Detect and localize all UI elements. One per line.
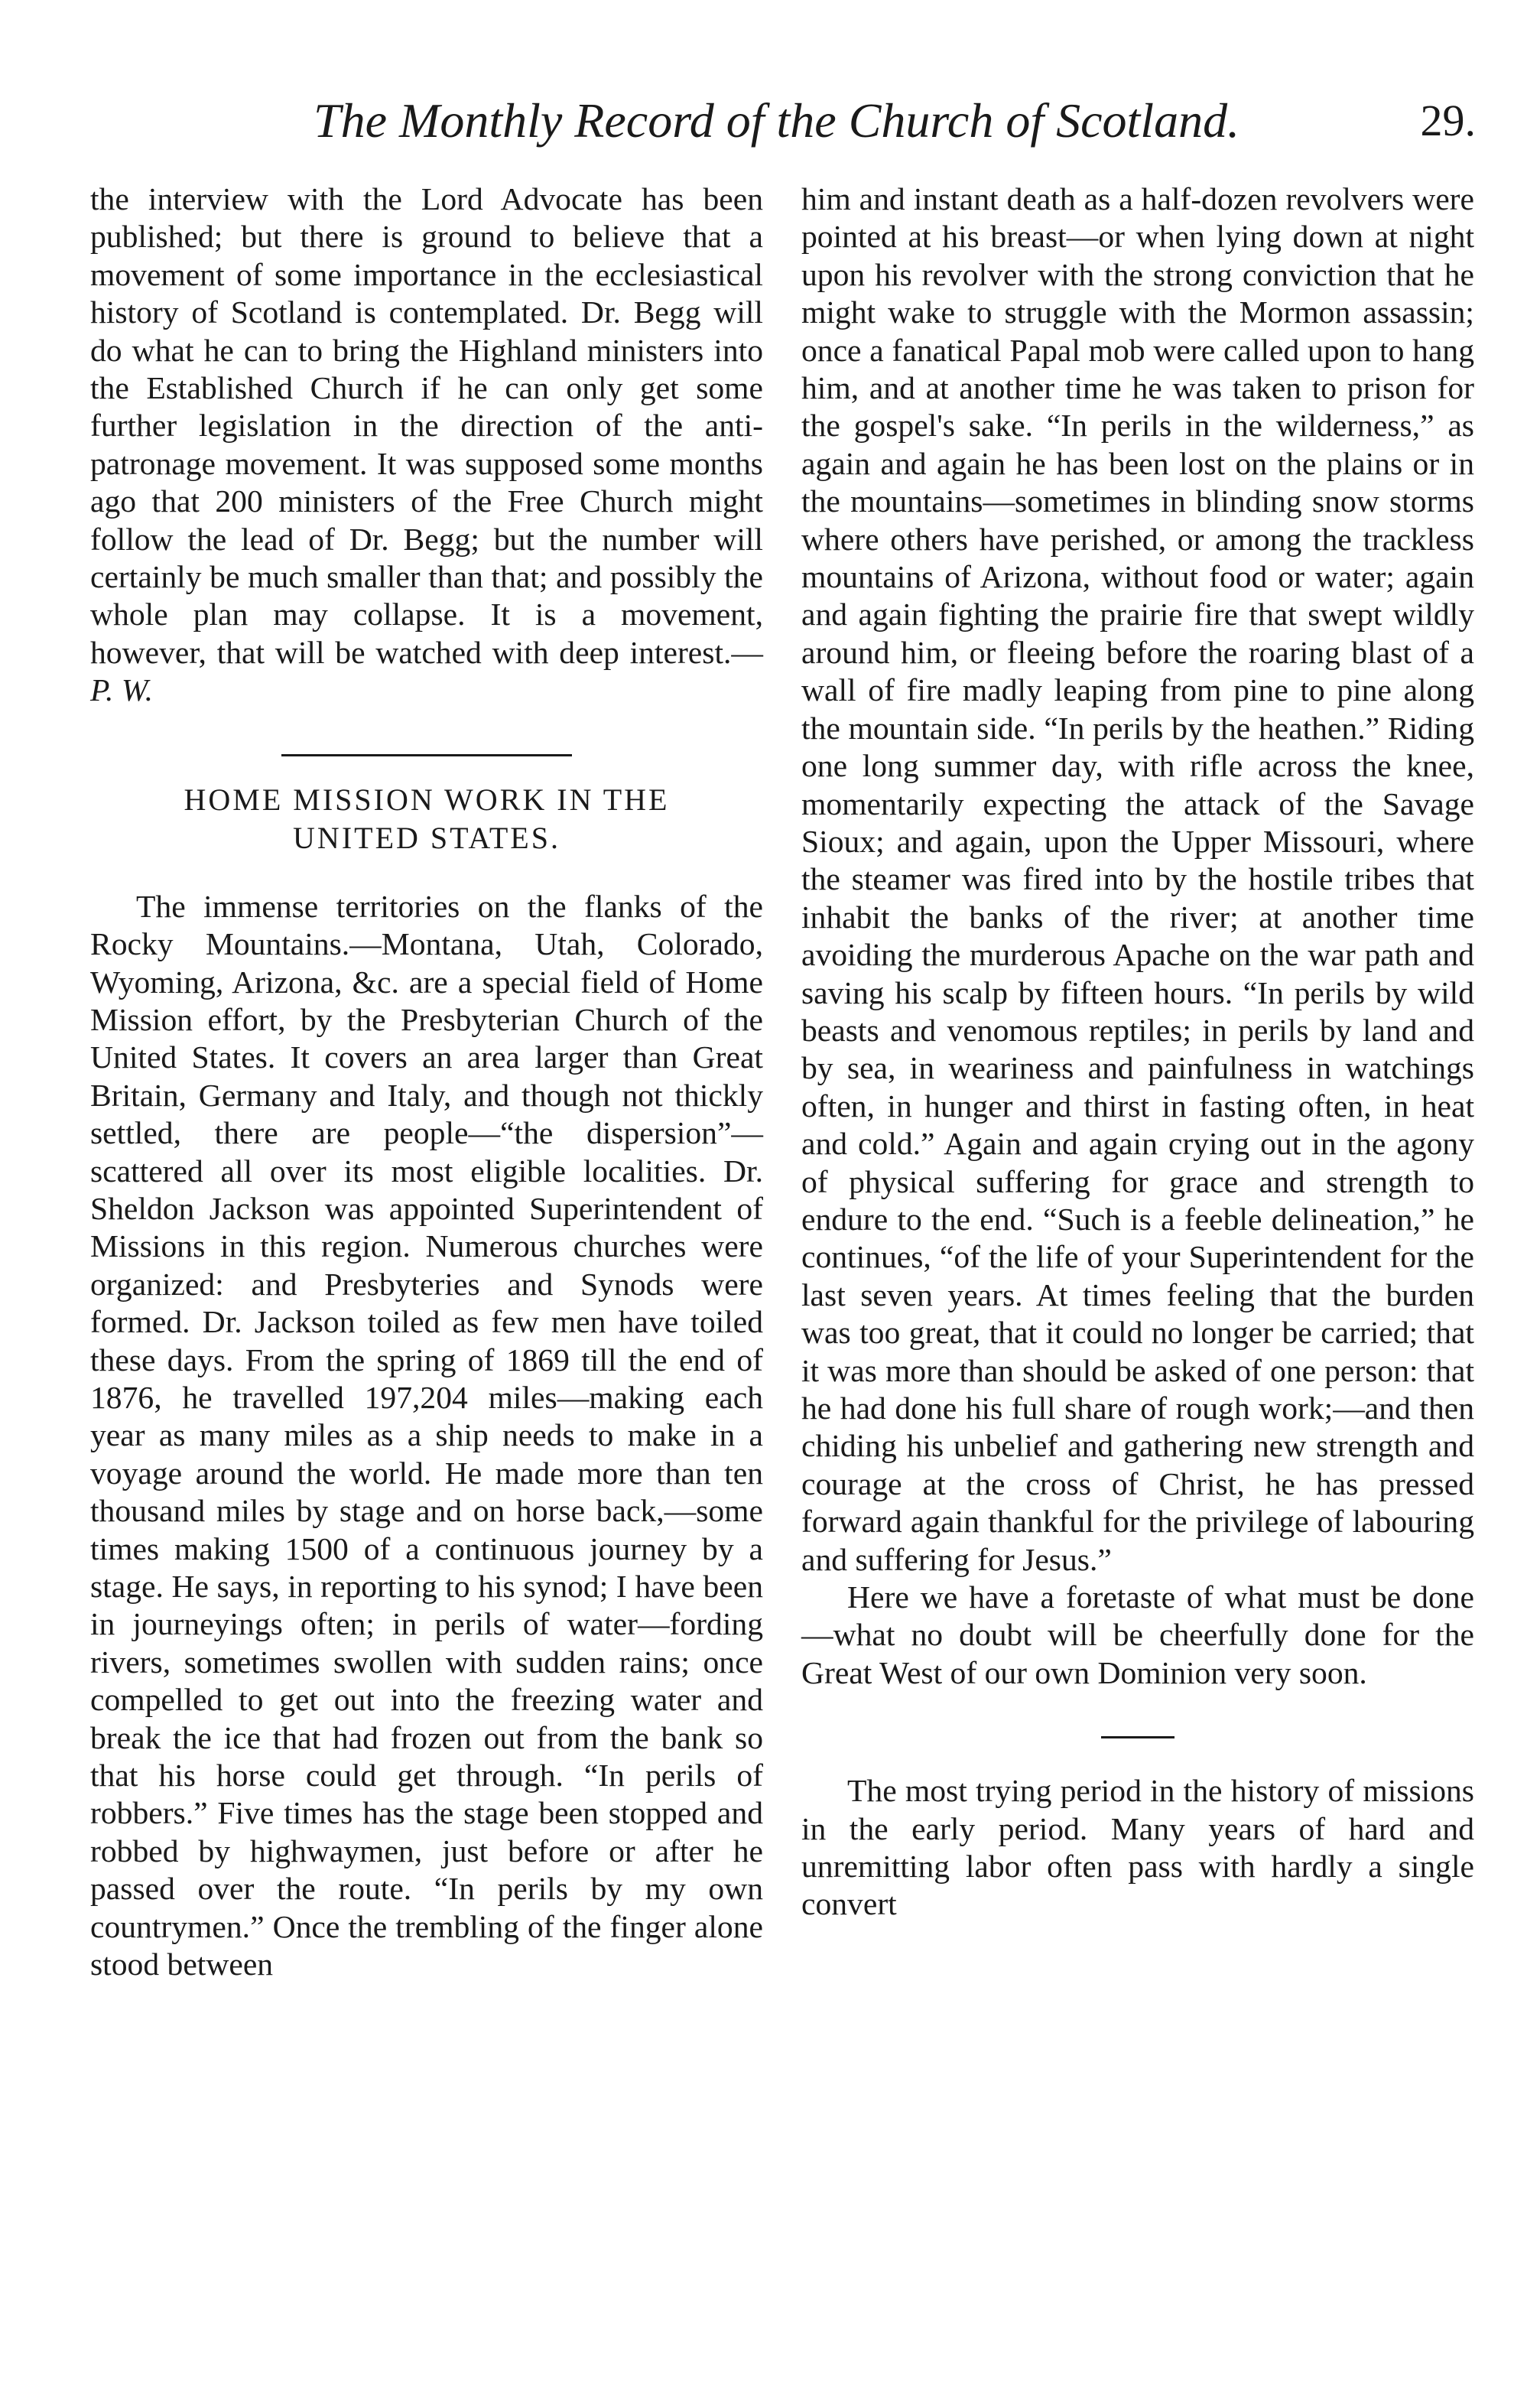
- intro-paragraph: [90, 181, 763, 710]
- right-column: [801, 181, 1474, 1924]
- continued-paragraph: him and instant death as a half-dozen revolvers were pointed at his breast—or when lying down at night upon his revolver with the strong conviction that he might wake to struggle with the Mormon assassin; once a fanatical Papal mob were called upon to hang him, and at another time he was taken to prison for the gospel's sake. “In perils in the wilderness,” as again and again he has been lost on the plains or in the mountains—sometimes in blinding snow storms where others have perished, or among the trackless mountains of Arizona, without food or water; again and again fighting the prairie fire that swept wildly around him, or fleeing before the roaring blast of a wall of fire madly leaping from pine to pine along the mountain side. “In perils by the heathen.” Riding one long summer day, with rifle across the knee, momentarily expecting the attack of the Savage Sioux; and again, upon the Upper Missouri, where the steamer was fired into by the hostile tribes that inhabit the banks of the river; at another time avoiding the murderous Apache on the war path and saving his scalp by fifteen hours. “In perils by wild beasts and venomous reptiles; in perils by land and by sea, in weariness and painfulness in watchings often, in hunger and thirst in fasting often, in heat and cold.” Again and again crying out in the agony of physical suffering for grace and strength to endure to the end. “Such is a feeble delineation,” he continues, “of the life of your Superintendent for the last seven years. At times feeling that the burden was too great, that it could no longer be carried; that it was more than should be asked of one person: that he had done his full share of rough work;—and then chiding his unbelief and gathering new strength and courage at the cross of Christ, he has pressed forward again thankful for the privilege of labouring and suffering for Jesus.”: [801, 181, 1474, 1577]
- foretaste-paragraph: Here we have a foretaste of what must be done—what no doubt will be cheerfully done for the Great West of our own Dominion very soon.: [801, 1579, 1474, 1690]
- journal-title: The Monthly Record of the Church of Scotland.: [314, 93, 1240, 148]
- section-heading-line-2: UNITED STATES.: [293, 820, 560, 855]
- section-divider: [281, 754, 572, 756]
- author-signature: P. W.: [90, 672, 154, 708]
- short-divider: [1101, 1736, 1174, 1738]
- closing-paragraph: The most trying period in the history of missions in the early period. Many years of hard and unremitting labor often pass with hardly a single convert: [801, 1773, 1474, 1922]
- page-number: 29.: [1420, 96, 1476, 145]
- section-heading: [90, 781, 763, 857]
- running-header: [84, 90, 1476, 151]
- section-heading-line-1: HOME MISSION WORK IN THE: [184, 782, 670, 817]
- left-column: [90, 181, 763, 1983]
- article-body-paragraph: The immense territories on the flanks of the Rocky Mountains.—Montana, Utah, Colorado, Wyoming, Arizona, &c. are a special field of Home Mission effort, by the Presbyterian Church of the United States. It covers an area larger than Great Britain, Germany and Italy, and though not thickly settled, there are people—“the dispersion”—scattered all over its most eligible localities. Dr. Sheldon Jackson was appointed Superintendent of Missions in this region. Numerous churches were organized: and Presbyteries and Synods were formed. Dr. Jackson toiled as few men have toiled these days. From the spring of 1869 till the end of 1876, he travelled 197,204 miles—making each year as many miles as a ship needs to make in a voyage around the world. He made more than ten thousand miles by stage and on horse back,—some times making 1500 of a continuous journey by a stage. He says, in reporting to his synod; I have been in journeyings often; in perils of water—fording rivers, sometimes swollen with sudden rains; once compelled to get out into the freezing water and break the ice that had frozen out from the bank so that his horse could get through. “In perils of robbers.” Five times has the stage been stopped and robbed by highwaymen, just before or after he passed over the route. “In perils by my own countrymen.” Once the trembling of the finger alone stood between: [90, 888, 763, 1982]
- intro-paragraph-text: the interview with the Lord Advocate has been published; but there is ground to believe that a movement of some importance in the ecclesiastical history of Scotland is contemplated. Dr. Begg will do what he can to bring the Highland ministers into the Established Church if he can only get some further legislation in the direction of the anti-patronage movement. It was supposed some months ago that 200 ministers of the Free Church might follow the lead of Dr. Begg; but the number will certainly be much smaller than that; and possibly the whole plan may collapse. It is a movement, however, that will be watched with deep interest.—: [90, 181, 763, 670]
